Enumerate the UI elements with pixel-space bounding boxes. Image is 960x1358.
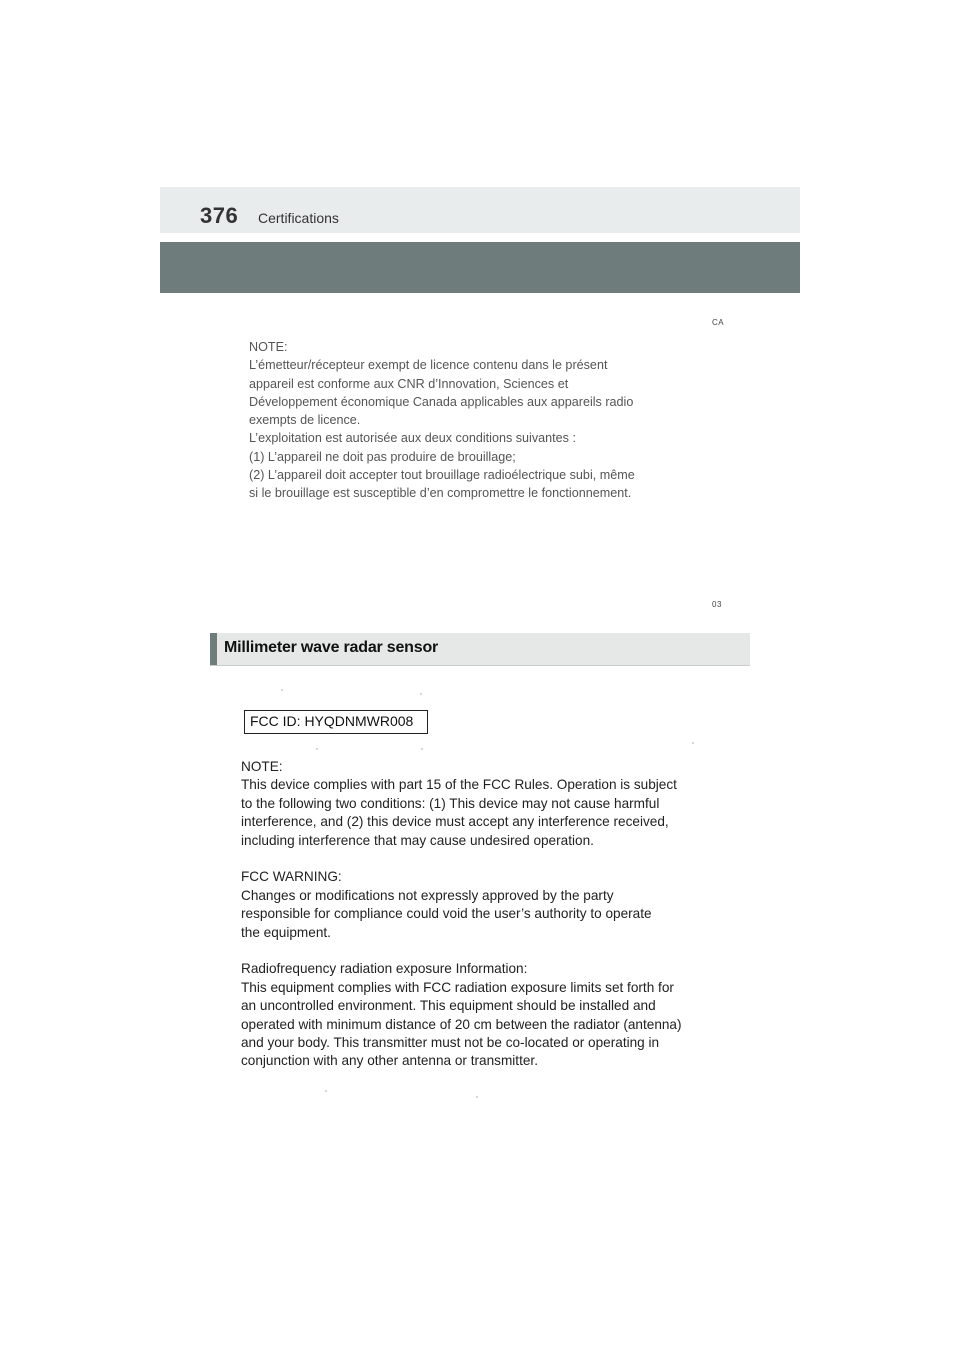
fcc-id-label: FCC ID: HYQDNMWR008	[244, 710, 428, 734]
page-section-title: Certifications	[258, 210, 339, 226]
scan-speck	[316, 748, 318, 750]
rf-exposure-line: and your body. This transmitter must not be co-located or operating in	[241, 1035, 660, 1051]
canada-notice-line: appareil est conforme aux CNR d’Innovation, Sciences et	[249, 376, 569, 391]
scan-speck	[421, 748, 423, 750]
canada-notice-line: L’émetteur/récepteur exempt de licence contenu dans le présent	[249, 358, 608, 373]
rf-exposure-line: an uncontrolled environment. This equipment should be installed and	[241, 998, 656, 1014]
fcc-warning-line: FCC WARNING:	[241, 869, 342, 885]
scan-speck	[476, 1096, 478, 1098]
scan-speck	[281, 689, 283, 691]
fcc-note-line: to the following two conditions: (1) This device may not cause harmful	[241, 795, 660, 811]
scan-speck	[420, 693, 422, 695]
fcc-note-line: NOTE:	[241, 759, 283, 774]
rf-exposure-line: operated with minimum distance of 20 cm between the radiator (antenna)	[241, 1016, 682, 1032]
fcc-note-line: including interference that may cause undesired operation.	[241, 832, 594, 848]
header-divider-band	[160, 242, 800, 293]
canada-notice-line: (1) L’appareil ne doit pas produire de brouillage;	[249, 449, 516, 464]
fcc-warning-line: Changes or modifications not expressly approved by the party	[241, 887, 614, 903]
fcc-note-line: interference, and (2) this device must accept any interference received,	[241, 814, 669, 830]
scan-speck	[325, 1090, 327, 1092]
canada-notice-line: exempts de licence.	[249, 413, 361, 428]
canada-notice-line: (2) L’appareil doit accepter tout brouillage radioélectrique subi, même	[249, 468, 635, 483]
page-number: 376	[200, 203, 239, 228]
canada-notice-line: L’exploitation est autorisée aux deux conditions suivantes :	[249, 431, 576, 446]
header-band	[160, 187, 800, 233]
radar-section-title: Millimeter wave radar sensor	[224, 639, 439, 656]
canada-notice-line: NOTE:	[249, 340, 288, 354]
fcc-note-line: This device complies with part 15 of the FCC Rules. Operation is subject	[241, 777, 677, 793]
image-label-ca: CA	[712, 318, 725, 327]
section-accent-bar	[210, 633, 217, 665]
rf-exposure-line: conjunction with any other antenna or transmitter.	[241, 1053, 538, 1069]
paragraph-gap	[241, 942, 741, 960]
rf-exposure-line: This equipment complies with FCC radiation exposure limits set forth for	[241, 979, 674, 995]
canada-notice-line: Développement économique Canada applicables aux appareils radio	[249, 394, 634, 409]
canada-notice-line: si le brouillage est susceptible d’en compromettre le fonctionnement.	[249, 486, 632, 501]
canada-notice-text	[249, 338, 729, 503]
scan-speck	[692, 742, 694, 744]
radar-section-heading	[210, 633, 750, 666]
paragraph-gap	[241, 850, 741, 868]
image-label-03: 03	[712, 600, 722, 609]
fcc-warning-line: the equipment.	[241, 924, 331, 940]
fcc-warning-line: responsible for compliance could void the user’s authority to operate	[241, 906, 652, 922]
fcc-notice-text	[241, 758, 741, 1071]
rf-exposure-line: Radiofrequency radiation exposure Information:	[241, 961, 528, 977]
